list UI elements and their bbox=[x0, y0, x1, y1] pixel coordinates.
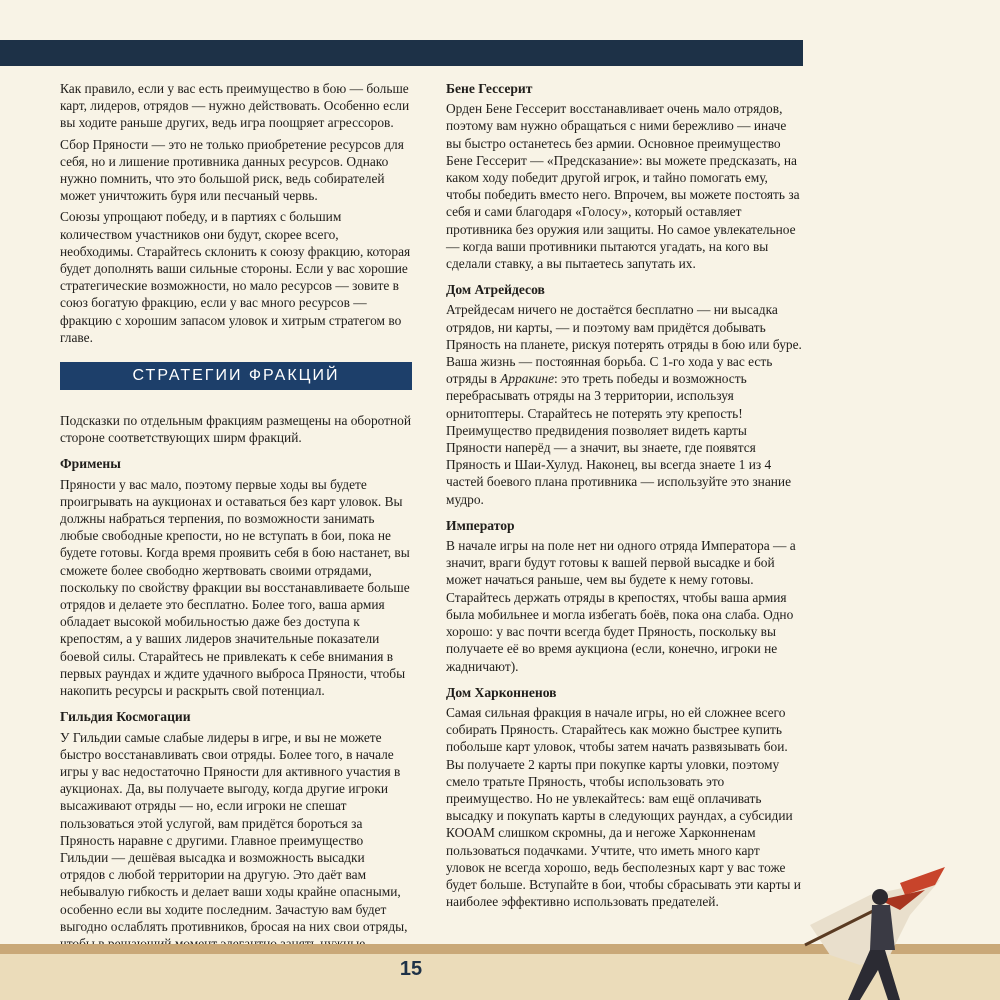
intro-paragraph: Союзы упрощают победу, и в партиях с большим количеством участников они будут, скорее всего, необходимы. Старайтесь склонить к союзу фракцию, которая будет дополнять ваши сильные стороны. Если у вас хорошие стратегические возможности, но мало ресурсов — зовите в союз богатую фракцию, если у вас много ресурсов — фракцию с хорошим запасом уловок и хитрым стратегом во главе. bbox=[60, 209, 411, 345]
hint-paragraph: Подсказки по отдельным фракциям размещены на оборотной стороне соответствующих ширм фракций. bbox=[60, 413, 412, 446]
arrakeen-place-name: Арракине bbox=[500, 371, 555, 387]
intro-paragraph: Сбор Пряности — это не только приобретение ресурсов для себя, но и лишение противника данных ресурсов. Однако нужно помнить, что это большой риск, ведь собирателей может уничтожить буря или песчаный червь. bbox=[60, 136, 404, 204]
harkonnen-text: Самая сильная фракция в начале игры, но ей сложнее всего собирать Пряность. Старайтесь как можно быстрее купить побольше карт уловок, чтобы затем начать развязывать бои. Вы получаете 2 карты при покупке карты уловки, поэтому смело тратьте Пряность, чтобы использовать это преимущество. Но не увлекайтесь: вам ещё оплачивать высадку и покупать карты в следующих раундах, а субсидии КООАМ слишком скромны, да и негоже Харконненам пользоваться подачками. Учтите, что иметь много карт уловок не всегда хорошо, ведь бесполезных карт у вас тоже будет больше. Вступайте в бои, чтобы сбрасывать эти карты и наиболее эффективно использовать предателей. bbox=[446, 704, 801, 910]
page-number: 15 bbox=[399, 958, 423, 980]
guild-text: У Гильдии самые слабые лидеры в игре, и вы не можете быстро восстанавливать свои отряды. Более того, в начале игры у вас недостаточно Пряности для активного участия в аукционах. Да, вы получаете выгоду, когда другие игроки высаживают отряды — но, если игроки не спешат пользоваться этой услугой, вам придётся бороться за Пряность наравне с другими. Главное преимущество Гильдии — дешёвая высадка и возможность высадки отрядов с любой территории на другую. Это даёт вам небывалую гибкость и делает ваши ходы крайне опасными, особенно если вы ходите последним. Зачастую вам будет выгодно ослаблять противников, бросая на них свои отряды, bbox=[60, 729, 408, 934]
header-bar bbox=[0, 40, 803, 66]
right-column bbox=[446, 80, 802, 914]
fremen-text: Пряности у вас мало, поэтому первые ходы вы будете проигрывать на аукционах и оставаться без карт уловок. Вы должны набраться терпения, по возможности занимать любые свободные крепости, но не вступать в бои, пока не будете готовы. Когда время проявить себя в бою настанет, вы сможете более свободно жертвовать своими отрядами, поскольку по свойству фракции вы восстанавливаете больше отрядов и делаете это бесплатно. Более того, ваша армия обладает высокой мобильностью даже без доступа к крепостям, а у ваших лидеров значительные показатели боевой силы. Старайтесь не привлекать к себе внимания в первых раундах и ждите удачного выброса Пряности, чтобы накопить ресурсы и раскрыть свой потенциал. bbox=[60, 476, 410, 699]
atreides-text-b: : это треть победы и возможность перебрасывать отряды на 3 территории, используя орнитоптеры. Старайтесь не потерять эту крепость! Преимущество предвидения позволяет видеть карты Пряности наперёд — а значит, вы знаете, где появятся Пряность и Шаи-Хулуд. Наконец, вы всегда знаете 1 из 4 частей боевого плана противника — используйте это знание мудро. bbox=[446, 371, 792, 507]
emperor-heading: Император bbox=[446, 517, 515, 533]
harkonnen-heading: Дом Харконненов bbox=[446, 684, 557, 700]
guild-heading: Гильдия Космогации bbox=[60, 709, 191, 725]
warrior-illustration bbox=[800, 855, 1000, 1000]
fremen-heading: Фримены bbox=[60, 456, 121, 472]
atreides-text-a: Атрейдесам ничего не достаётся бесплатно — ни высадка отрядов, ни карты, — и поэтому вам придётся добывать Пряность на планете, рискуя потерять отряды в бою или буре. Ваша жизнь — постоянная борьба. С 1-го хода у вас есть отряды в bbox=[446, 302, 802, 387]
emperor-text: В начале игры на поле нет ни одного отряда Императора — а значит, враги будут готовы к вашей первой высадке и бой может начаться раньше, чем вы будете к нему готовы. Старайтесь держать отряды в крепостях, чтобы ваша армия была мобильнее и могла избегать боёв, пока она слаба. Одно хорошо: у вас почти всегда будет Пряность, поскольку вы получаете её во время аукциона (если, конечно, игроки не жадничают). bbox=[446, 538, 796, 674]
bene-gesserit-heading: Бене Гессерит bbox=[446, 81, 533, 96]
atreides-heading: Дом Атрейдесов bbox=[446, 282, 545, 298]
intro-paragraph: Как правило, если у вас есть преимущество в бою — больше карт, лидеров, отрядов — нужно действовать. Особенно если вы ходите раньше других, ведь игра поощряет агрессоров. bbox=[60, 81, 410, 131]
atreides-text bbox=[446, 301, 802, 507]
section-banner: СТРАТЕГИИ ФРАКЦИЙ bbox=[60, 362, 412, 390]
head-shape bbox=[872, 889, 888, 905]
bene-gesserit-text: Орден Бене Гессерит восстанавливает очень мало отрядов, поэтому вам нужно обращаться с ними бережливо — иначе вы быстро останетесь без армии. Основное преимущество Бене Гессерит — «Предсказание»: вы можете предсказать, на каком ходу победит другой игрок, и тайно помогать ему, чтобы победить вместо него. Впрочем, вы можете постоять за себя и сами благодаря «Голосу», который оставляет противника без оружия или защиты. Но самое увлекательное — когда ваши противники пытаются угадать, на кого вы сделали ставку, а вы пытаетесь запутать их. bbox=[446, 101, 800, 272]
left-column bbox=[60, 80, 412, 973]
